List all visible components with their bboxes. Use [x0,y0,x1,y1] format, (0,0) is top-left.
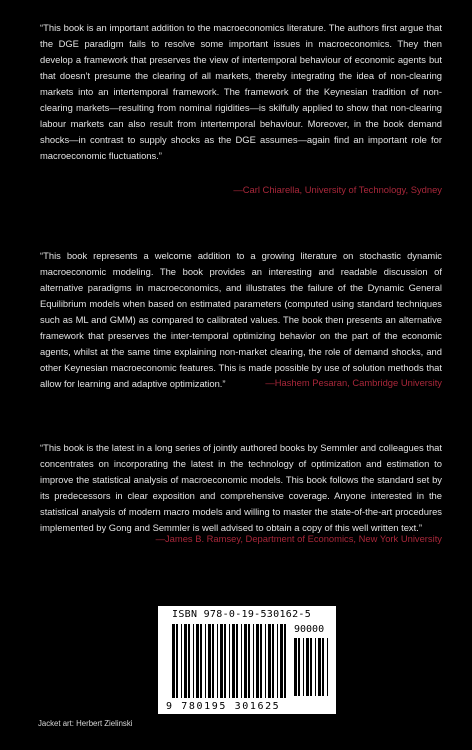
review-quote-pesaran: “This book represents a welcome addition to a growing literature on stochastic dynamic macroeconomic modeling. The book provides an interesting and readable discussion of alternative paradigms in macroeconomics, and illustrates the failure of the Dynamic General Equilibrium models when based on estimated parameters (computed using standard techniques such as ML and GMM) as compared to calibrated values. The book then presents an alternative framework that preserves the inter-temporal optimizing behavior on the part of the economic agents, whilst at the same time explaining non-market clearing, the role of demand shocks, and other Keynesian macroeconomic features. This is made possible by use of solution methods that allow for learning and adaptive optimization.” [40,250,442,389]
barcode-bars [158,606,336,714]
ean-digits: 9 780195 301625 [166,701,281,712]
price-code: 90000 [294,624,325,635]
review-attribution-chiarella: —Carl Chiarella, University of Technology, Sydney [233,184,442,195]
review-attribution-pesaran: —Hashem Pesaran, Cambridge University [265,377,442,388]
review-quote-chiarella: “This book is an important addition to the macroeconomics literature. The authors first argue that the DGE paradigm fails to resolve some important issues in macroeconomics. They then develop a framework that preserves the view of intertemporal behaviour of economic agents but that doesn’t presume the clearing of all markets, thereby integrating the idea of non-clearing markets into an intertemporal framework. The framework of the Keynesian tradition of non-clearing markets—resulting from nominal rigidities—is skilfully applied to show that non-clearing labour markets can also result from intertemporal behaviour. Moreover, in the book demand shocks—in contrast to supply shocks as the DGE assumes—again find an important role for macroeconomic fluctuations.” [40,22,442,161]
jacket-credit: Jacket art: Herbert Zielinski [38,719,133,728]
isbn-barcode [158,606,336,714]
review-attribution-ramsey: —James B. Ramsey, Department of Economics, New York University [155,533,442,544]
isbn-number: ISBN 978-0-19-530162-5 [172,609,312,620]
review-quote-ramsey: “This book is the latest in a long series of jointly authored books by Semmler and colleagues that concentrates on incorporating the latest in the technology of optimization and estimation to improve the statistical analysis of macroeconomic models. This book follows the standard set by its predecessors in clear exposition and comprehensive coverage. Anyone interested in the statistical analysis of modern macro models and willing to master the state-of-the-art procedures implemented by Gong and Semmler is well advised to obtain a copy of this well written text.” [40,442,442,533]
